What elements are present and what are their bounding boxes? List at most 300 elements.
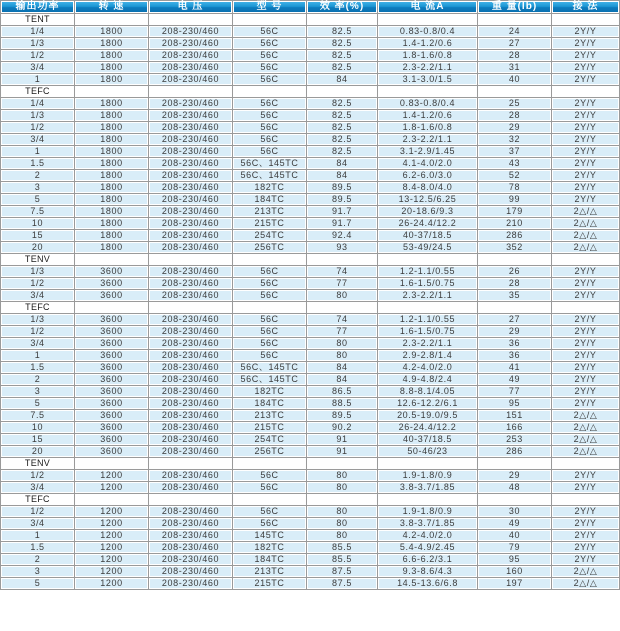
section-empty-cell <box>552 254 619 265</box>
table-cell: 208-230/460 <box>149 566 232 577</box>
table-cell: 31 <box>478 62 551 73</box>
table-cell: 208-230/460 <box>149 326 232 337</box>
table-cell: 2△/△ <box>552 434 619 445</box>
table-cell: 1.4-1.2/0.6 <box>378 110 477 121</box>
table-cell: 3600 <box>75 434 148 445</box>
column-header: 重 量(lb) <box>478 1 551 13</box>
section-empty-cell <box>75 14 148 25</box>
table-cell: 1.2-1.1/0.55 <box>378 266 477 277</box>
table-cell: 56C <box>233 62 306 73</box>
table-cell: 215TC <box>233 422 306 433</box>
table-row <box>1 314 619 325</box>
table-cell: 1200 <box>75 578 148 589</box>
table-cell: 2Y/Y <box>552 530 619 541</box>
table-cell: 3600 <box>75 422 148 433</box>
table-cell: 2Y/Y <box>552 98 619 109</box>
table-cell: 80 <box>307 338 377 349</box>
table-cell: 5 <box>1 398 74 409</box>
table-cell: 36 <box>478 338 551 349</box>
table-cell: 79 <box>478 542 551 553</box>
table-cell: 286 <box>478 230 551 241</box>
table-cell: 3600 <box>75 386 148 397</box>
table-cell: 3/4 <box>1 518 74 529</box>
table-cell: 197 <box>478 578 551 589</box>
table-cell: 3.1-3.0/1.5 <box>378 74 477 85</box>
table-cell: 213TC <box>233 410 306 421</box>
table-row <box>1 422 619 433</box>
table-cell: 208-230/460 <box>149 146 232 157</box>
table-cell: 2△/△ <box>552 230 619 241</box>
table-cell: 7.5 <box>1 206 74 217</box>
table-cell: 3/4 <box>1 62 74 73</box>
table-cell: 2Y/Y <box>552 110 619 121</box>
column-header: 接 法 <box>552 1 619 13</box>
section-empty-cell <box>75 494 148 505</box>
section-empty-cell <box>149 86 232 97</box>
table-cell: 3.8-3.7/1.85 <box>378 518 477 529</box>
table-cell: 208-230/460 <box>149 278 232 289</box>
table-cell: 1800 <box>75 158 148 169</box>
table-cell: 1200 <box>75 566 148 577</box>
table-cell: 40-37/18.5 <box>378 434 477 445</box>
table-cell: 89.5 <box>307 194 377 205</box>
table-cell: 1.5 <box>1 362 74 373</box>
table-row <box>1 506 619 517</box>
table-cell: 2Y/Y <box>552 122 619 133</box>
table-row <box>1 386 619 397</box>
table-cell: 29 <box>478 326 551 337</box>
table-row <box>1 26 619 37</box>
table-cell: 3.1-2.9/1.45 <box>378 146 477 157</box>
table-cell: 286 <box>478 446 551 457</box>
table-cell: 184TC <box>233 554 306 565</box>
table-cell: 1800 <box>75 98 148 109</box>
table-cell: 3/4 <box>1 134 74 145</box>
table-cell: 56C <box>233 38 306 49</box>
table-cell: 208-230/460 <box>149 386 232 397</box>
table-cell: 84 <box>307 74 377 85</box>
table-cell: 2 <box>1 554 74 565</box>
table-header <box>1 1 619 13</box>
table-cell: 26-24.4/12.2 <box>378 218 477 229</box>
table-cell: 2Y/Y <box>552 314 619 325</box>
section-empty-cell <box>378 494 477 505</box>
table-cell: 182TC <box>233 182 306 193</box>
table-cell: 35 <box>478 290 551 301</box>
table-cell: 77 <box>307 278 377 289</box>
section-empty-cell <box>552 14 619 25</box>
table-cell: 84 <box>307 170 377 181</box>
section-empty-cell <box>552 302 619 313</box>
table-cell: 208-230/460 <box>149 470 232 481</box>
table-cell: 3/4 <box>1 290 74 301</box>
table-cell: 3600 <box>75 374 148 385</box>
table-cell: 12.6-12.2/6.1 <box>378 398 477 409</box>
table-cell: 1.4-1.2/0.6 <box>378 38 477 49</box>
table-cell: 56C <box>233 110 306 121</box>
table-cell: 208-230/460 <box>149 62 232 73</box>
table-cell: 41 <box>478 362 551 373</box>
section-empty-cell <box>307 254 377 265</box>
table-row <box>1 578 619 589</box>
table-row <box>1 218 619 229</box>
table-cell: 208-230/460 <box>149 554 232 565</box>
table-cell: 25 <box>478 98 551 109</box>
table-cell: 74 <box>307 266 377 277</box>
table-cell: 2Y/Y <box>552 482 619 493</box>
table-cell: 80 <box>307 530 377 541</box>
section-empty-cell <box>378 86 477 97</box>
section-empty-cell <box>75 86 148 97</box>
table-cell: 49 <box>478 518 551 529</box>
table-row <box>1 554 619 565</box>
table-row <box>1 170 619 181</box>
table-cell: 91 <box>307 446 377 457</box>
table-cell: 26 <box>478 266 551 277</box>
table-cell: 208-230/460 <box>149 242 232 253</box>
table-cell: 208-230/460 <box>149 110 232 121</box>
table-row <box>1 194 619 205</box>
table-cell: 1800 <box>75 38 148 49</box>
table-cell: 1800 <box>75 182 148 193</box>
table-row <box>1 374 619 385</box>
table-cell: 1800 <box>75 50 148 61</box>
table-cell: 1800 <box>75 134 148 145</box>
table-cell: 1800 <box>75 74 148 85</box>
table-cell: 2Y/Y <box>552 278 619 289</box>
table-cell: 1/3 <box>1 266 74 277</box>
section-empty-cell <box>149 254 232 265</box>
table-cell: 1800 <box>75 110 148 121</box>
table-cell: 208-230/460 <box>149 170 232 181</box>
table-cell: 1800 <box>75 230 148 241</box>
table-cell: 56C <box>233 518 306 529</box>
table-row <box>1 434 619 445</box>
table-header-row <box>1 1 619 13</box>
table-cell: 1.8-1.6/0.8 <box>378 50 477 61</box>
table-cell: 2△/△ <box>552 446 619 457</box>
table-cell: 1/4 <box>1 26 74 37</box>
table-row <box>1 398 619 409</box>
table-cell: 2△/△ <box>552 578 619 589</box>
table-cell: 208-230/460 <box>149 230 232 241</box>
table-cell: 24 <box>478 26 551 37</box>
table-cell: 56C <box>233 278 306 289</box>
table-cell: 56C <box>233 314 306 325</box>
section-empty-cell <box>149 14 232 25</box>
section-label: TENV <box>1 458 74 469</box>
table-cell: 56C、145TC <box>233 362 306 373</box>
section-empty-cell <box>233 14 306 25</box>
table-cell: 56C <box>233 26 306 37</box>
table-cell: 2△/△ <box>552 422 619 433</box>
table-row <box>1 518 619 529</box>
table-cell: 3600 <box>75 338 148 349</box>
table-cell: 2Y/Y <box>552 398 619 409</box>
table-cell: 80 <box>307 350 377 361</box>
table-cell: 151 <box>478 410 551 421</box>
table-cell: 2△/△ <box>552 410 619 421</box>
section-empty-cell <box>478 14 551 25</box>
section-empty-cell <box>233 458 306 469</box>
table-cell: 208-230/460 <box>149 290 232 301</box>
table-cell: 2Y/Y <box>552 26 619 37</box>
table-cell: 3600 <box>75 398 148 409</box>
table-cell: 208-230/460 <box>149 434 232 445</box>
table-cell: 53-49/24.5 <box>378 242 477 253</box>
table-cell: 1800 <box>75 62 148 73</box>
table-cell: 208-230/460 <box>149 518 232 529</box>
table-cell: 3 <box>1 386 74 397</box>
table-cell: 82.5 <box>307 98 377 109</box>
table-cell: 1200 <box>75 470 148 481</box>
table-cell: 208-230/460 <box>149 266 232 277</box>
section-empty-cell <box>478 494 551 505</box>
table-cell: 80 <box>307 506 377 517</box>
table-cell: 215TC <box>233 578 306 589</box>
table-cell: 99 <box>478 194 551 205</box>
table-cell: 93 <box>307 242 377 253</box>
section-row <box>1 494 619 505</box>
table-cell: 5 <box>1 578 74 589</box>
table-row <box>1 326 619 337</box>
table-cell: 145TC <box>233 530 306 541</box>
table-cell: 56C <box>233 350 306 361</box>
table-row <box>1 350 619 361</box>
table-cell: 10 <box>1 422 74 433</box>
table-cell: 208-230/460 <box>149 206 232 217</box>
table-cell: 1.8-1.6/0.8 <box>378 122 477 133</box>
section-empty-cell <box>75 302 148 313</box>
table-cell: 208-230/460 <box>149 398 232 409</box>
table-cell: 3 <box>1 566 74 577</box>
section-empty-cell <box>233 254 306 265</box>
table-cell: 2.3-2.2/1.1 <box>378 134 477 145</box>
table-row <box>1 98 619 109</box>
section-empty-cell <box>149 458 232 469</box>
section-empty-cell <box>478 254 551 265</box>
table-cell: 208-230/460 <box>149 542 232 553</box>
column-header: 电 流A <box>378 1 477 13</box>
table-row <box>1 530 619 541</box>
table-cell: 85.5 <box>307 542 377 553</box>
table-cell: 77 <box>307 326 377 337</box>
table-cell: 56C <box>233 50 306 61</box>
section-empty-cell <box>552 86 619 97</box>
section-row <box>1 302 619 313</box>
table-cell: 4.2-4.0/2.0 <box>378 530 477 541</box>
section-empty-cell <box>149 302 232 313</box>
section-empty-cell <box>307 86 377 97</box>
table-cell: 2Y/Y <box>552 182 619 193</box>
table-cell: 56C、145TC <box>233 158 306 169</box>
table-cell: 56C <box>233 98 306 109</box>
table-cell: 50-46/23 <box>378 446 477 457</box>
section-label: TENT <box>1 14 74 25</box>
section-empty-cell <box>478 86 551 97</box>
table-row <box>1 242 619 253</box>
table-cell: 182TC <box>233 542 306 553</box>
table-cell: 1800 <box>75 242 148 253</box>
table-cell: 1/2 <box>1 278 74 289</box>
table-cell: 5.4-4.9/2.45 <box>378 542 477 553</box>
table-cell: 182TC <box>233 386 306 397</box>
table-row <box>1 290 619 301</box>
section-empty-cell <box>307 302 377 313</box>
table-row <box>1 446 619 457</box>
table-cell: 2Y/Y <box>552 542 619 553</box>
table-cell: 1.5 <box>1 158 74 169</box>
table-row <box>1 362 619 373</box>
column-header: 型 号 <box>233 1 306 13</box>
section-empty-cell <box>233 494 306 505</box>
table-cell: 2Y/Y <box>552 506 619 517</box>
table-cell: 90.2 <box>307 422 377 433</box>
section-empty-cell <box>378 254 477 265</box>
table-cell: 20 <box>1 242 74 253</box>
section-empty-cell <box>552 458 619 469</box>
section-row <box>1 254 619 265</box>
table-cell: 56C、145TC <box>233 170 306 181</box>
table-cell: 15 <box>1 434 74 445</box>
table-cell: 208-230/460 <box>149 50 232 61</box>
table-cell: 1/3 <box>1 38 74 49</box>
table-cell: 208-230/460 <box>149 182 232 193</box>
table-cell: 179 <box>478 206 551 217</box>
table-cell: 1200 <box>75 518 148 529</box>
table-cell: 2Y/Y <box>552 290 619 301</box>
table-cell: 2Y/Y <box>552 374 619 385</box>
section-empty-cell <box>552 494 619 505</box>
table-cell: 2Y/Y <box>552 338 619 349</box>
table-cell: 2.9-2.8/1.4 <box>378 350 477 361</box>
section-empty-cell <box>75 458 148 469</box>
table-cell: 43 <box>478 158 551 169</box>
table-cell: 56C <box>233 266 306 277</box>
table-cell: 352 <box>478 242 551 253</box>
table-cell: 48 <box>478 482 551 493</box>
table-cell: 208-230/460 <box>149 194 232 205</box>
column-header: 输出功率 <box>1 1 74 13</box>
table-cell: 2Y/Y <box>552 554 619 565</box>
table-cell: 208-230/460 <box>149 530 232 541</box>
table-cell: 1.9-1.8/0.9 <box>378 470 477 481</box>
table-cell: 208-230/460 <box>149 38 232 49</box>
table-row <box>1 338 619 349</box>
table-cell: 3600 <box>75 446 148 457</box>
section-empty-cell <box>307 14 377 25</box>
table-cell: 2Y/Y <box>552 62 619 73</box>
table-row <box>1 278 619 289</box>
table-cell: 85.5 <box>307 554 377 565</box>
table-cell: 1200 <box>75 482 148 493</box>
table-cell: 13-12.5/6.25 <box>378 194 477 205</box>
table-cell: 36 <box>478 350 551 361</box>
table-cell: 56C <box>233 122 306 133</box>
table-cell: 2Y/Y <box>552 146 619 157</box>
table-row <box>1 482 619 493</box>
table-cell: 80 <box>307 290 377 301</box>
table-cell: 52 <box>478 170 551 181</box>
section-label: TENV <box>1 254 74 265</box>
table-cell: 1.6-1.5/0.75 <box>378 326 477 337</box>
table-cell: 3 <box>1 182 74 193</box>
section-empty-cell <box>233 86 306 97</box>
table-row <box>1 542 619 553</box>
table-cell: 1800 <box>75 206 148 217</box>
table-cell: 56C、145TC <box>233 374 306 385</box>
table-cell: 84 <box>307 362 377 373</box>
table-cell: 15 <box>1 230 74 241</box>
table-cell: 208-230/460 <box>149 374 232 385</box>
table-cell: 2.3-2.2/1.1 <box>378 62 477 73</box>
table-cell: 40 <box>478 530 551 541</box>
table-cell: 253 <box>478 434 551 445</box>
table-cell: 208-230/460 <box>149 446 232 457</box>
table-cell: 74 <box>307 314 377 325</box>
table-cell: 56C <box>233 506 306 517</box>
table-cell: 56C <box>233 338 306 349</box>
table-cell: 40-37/18.5 <box>378 230 477 241</box>
table-cell: 6.2-6.0/3.0 <box>378 170 477 181</box>
table-cell: 1.9-1.8/0.9 <box>378 506 477 517</box>
table-cell: 208-230/460 <box>149 350 232 361</box>
table-cell: 2Y/Y <box>552 158 619 169</box>
table-cell: 89.5 <box>307 410 377 421</box>
table-cell: 3600 <box>75 290 148 301</box>
table-cell: 2Y/Y <box>552 362 619 373</box>
section-empty-cell <box>307 458 377 469</box>
table-cell: 8.4-8.0/4.0 <box>378 182 477 193</box>
table-cell: 184TC <box>233 398 306 409</box>
table-cell: 2Y/Y <box>552 38 619 49</box>
section-empty-cell <box>378 302 477 313</box>
table-cell: 3/4 <box>1 338 74 349</box>
section-empty-cell <box>478 302 551 313</box>
table-cell: 208-230/460 <box>149 410 232 421</box>
table-cell: 1800 <box>75 122 148 133</box>
table-cell: 2△/△ <box>552 218 619 229</box>
table-cell: 1800 <box>75 26 148 37</box>
table-cell: 2 <box>1 170 74 181</box>
table-cell: 80 <box>307 518 377 529</box>
section-label: TEFC <box>1 494 74 505</box>
table-cell: 2.3-2.2/1.1 <box>378 338 477 349</box>
table-cell: 3600 <box>75 410 148 421</box>
table-cell: 91.7 <box>307 218 377 229</box>
table-cell: 26-24.4/12.2 <box>378 422 477 433</box>
table-cell: 56C <box>233 470 306 481</box>
table-row <box>1 146 619 157</box>
table-cell: 1.2-1.1/0.55 <box>378 314 477 325</box>
table-cell: 1800 <box>75 194 148 205</box>
section-empty-cell <box>75 254 148 265</box>
table-cell: 1800 <box>75 218 148 229</box>
table-cell: 2△/△ <box>552 206 619 217</box>
table-row <box>1 410 619 421</box>
section-label: TEFC <box>1 86 74 97</box>
table-cell: 2Y/Y <box>552 50 619 61</box>
table-cell: 28 <box>478 110 551 121</box>
table-cell: 82.5 <box>307 38 377 49</box>
section-empty-cell <box>149 494 232 505</box>
table-cell: 3.8-3.7/1.85 <box>378 482 477 493</box>
table-cell: 2Y/Y <box>552 518 619 529</box>
table-cell: 2△/△ <box>552 242 619 253</box>
table-row <box>1 122 619 133</box>
table-cell: 1 <box>1 74 74 85</box>
table-cell: 84 <box>307 158 377 169</box>
